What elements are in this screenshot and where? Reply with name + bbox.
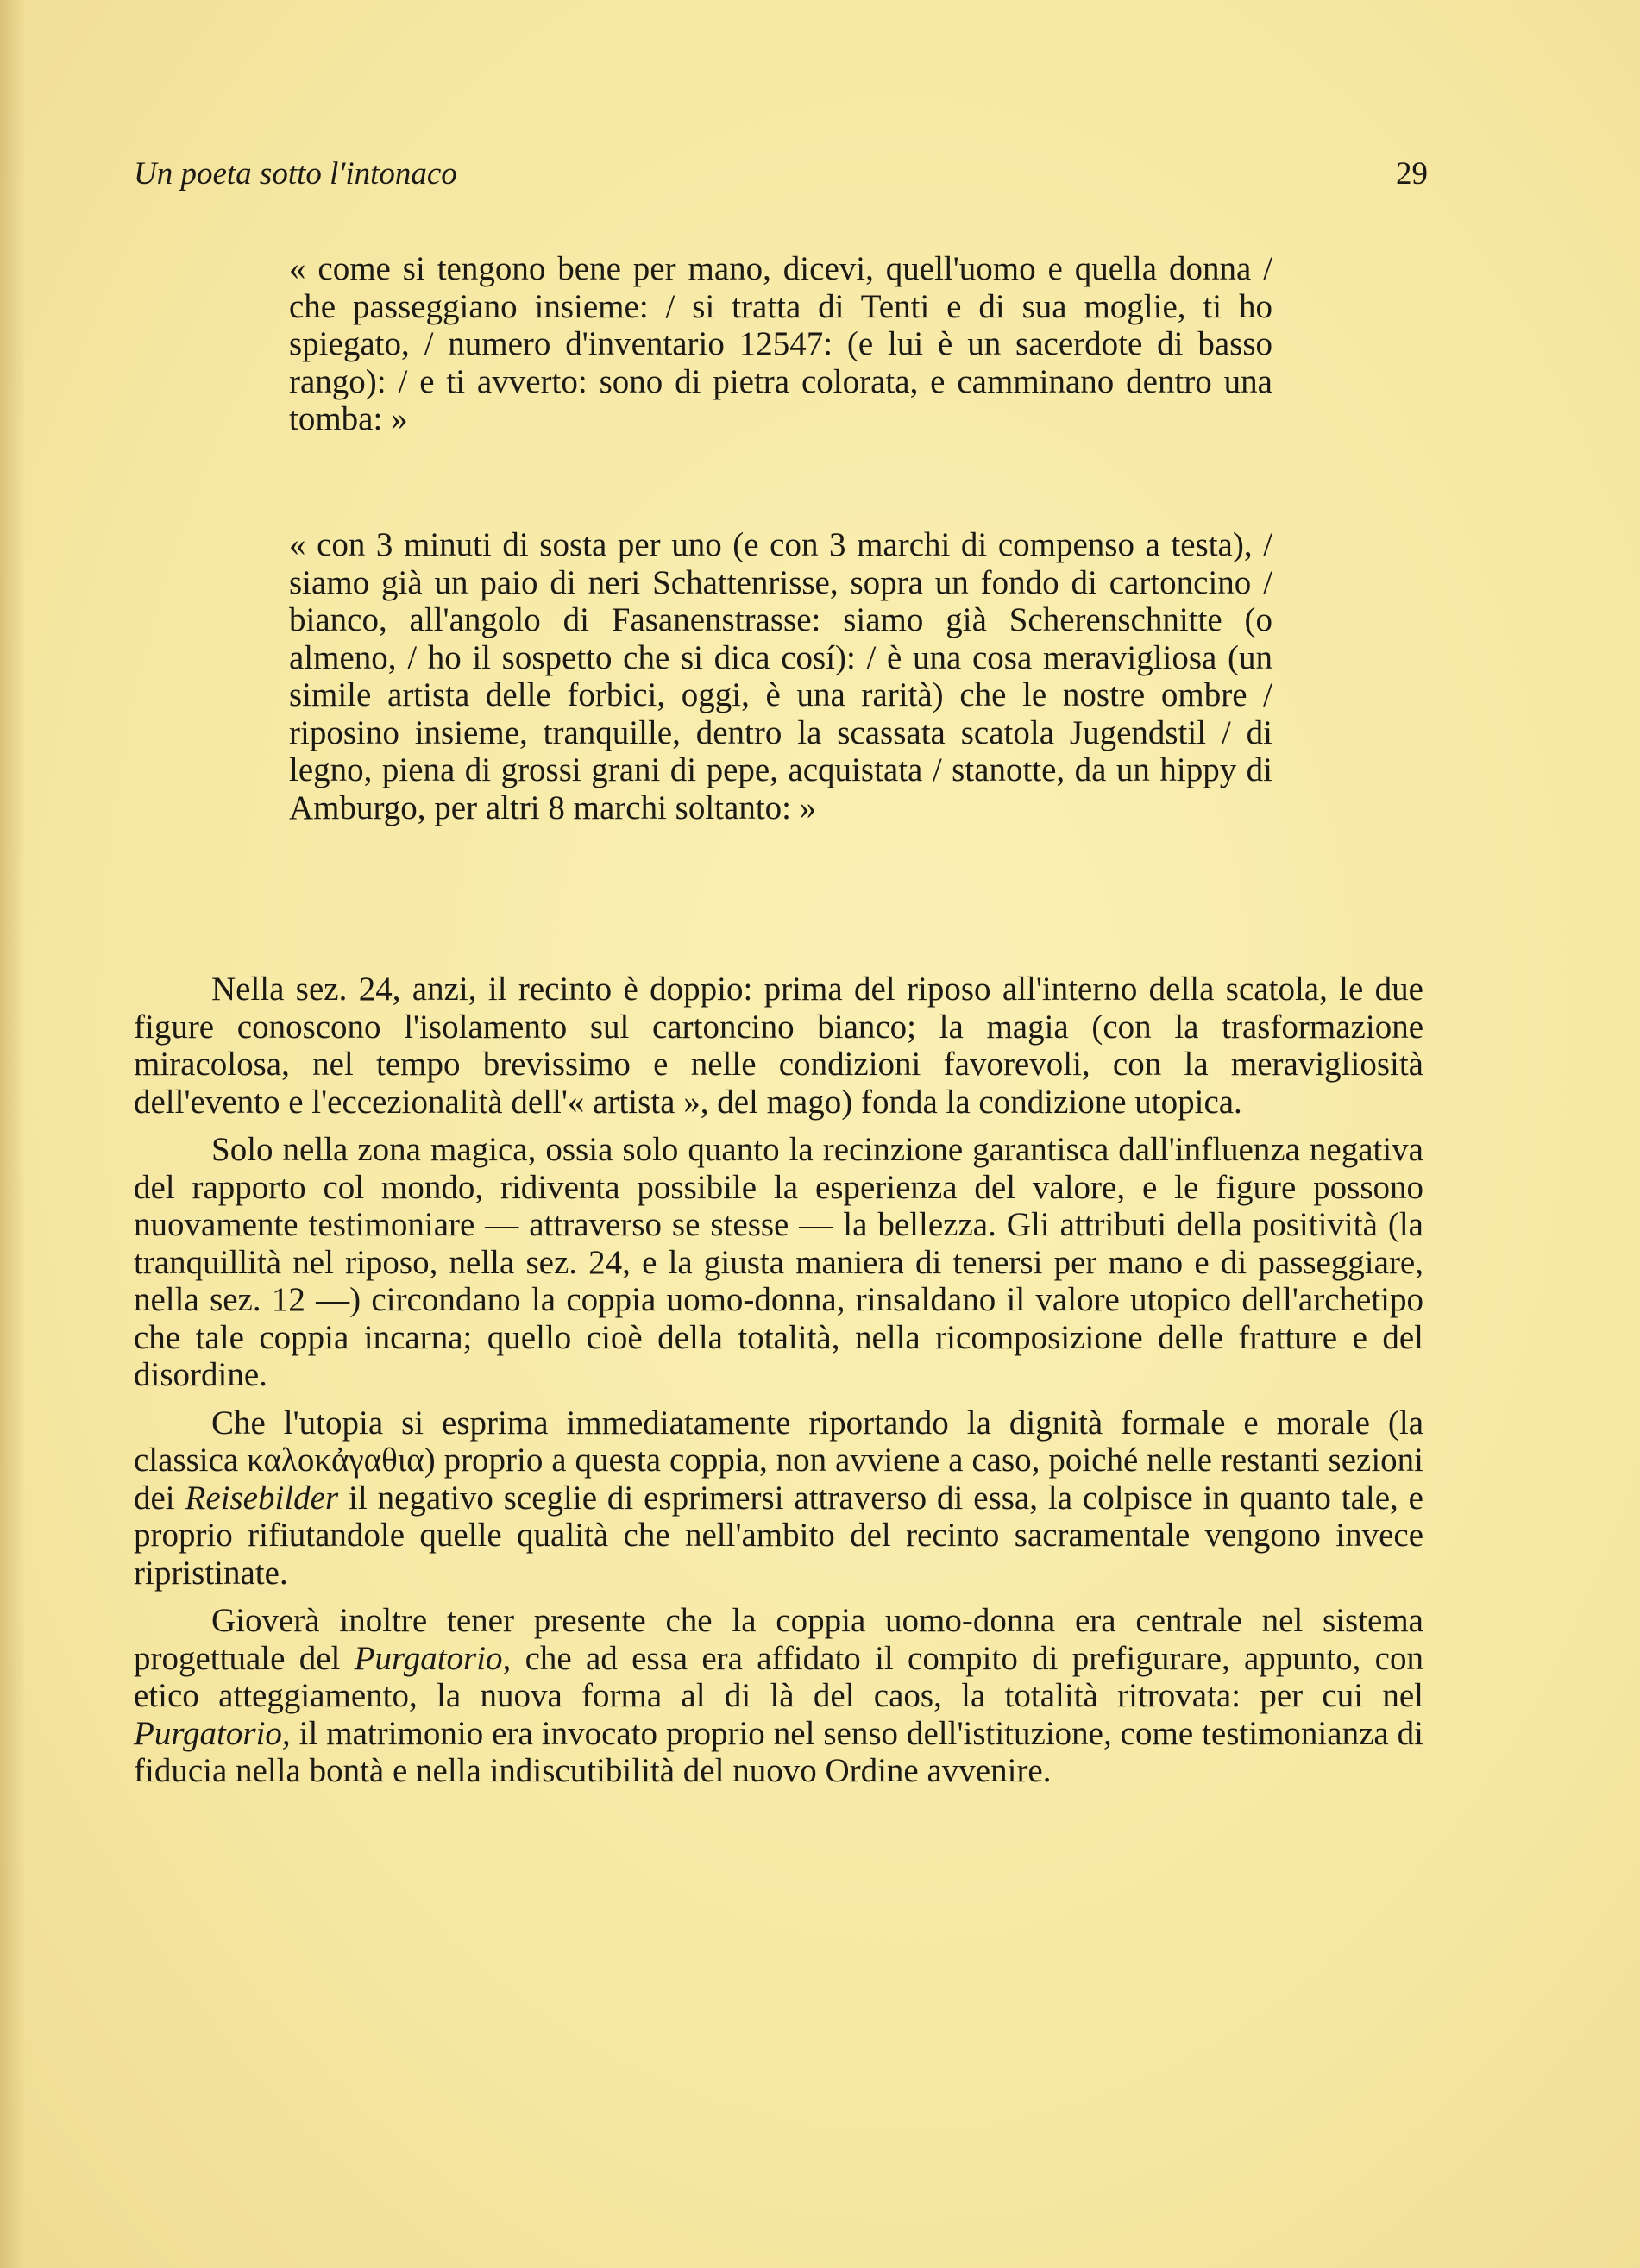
quote-paragraph: « come si tengono bene per mano, dicevi, quell'uomo e quella donna / che passeggiano insieme: / si tratta di Tenti e di sua moglie, ti ho spiegato, / numero d'inventario 12547: (e lui è un sacerdote di basso rango): / e ti avverto: sono di pietra colorata, e camminano dentro una tomba: »: [289, 250, 1272, 437]
quote-paragraph: « con 3 minuti di sosta per uno (e con 3 marchi di compenso a testa), / siamo già un paio di neri Schattenrisse, sopra un fondo di cartoncino / bianco, all'angolo di Fasanenstrasse: siamo già Scherenschnitte (o almeno, / ho il sospetto che si dica cosí): / è una cosa meravigliosa (un simile artista delle forbici, oggi, è una rarità) che le nostre ombre / riposino insieme, tranquille, dentro la scassata scatola Jugendstil / di legno, piena di grossi grani di pepe, acquistata / stanotte, da un hippy di Amburgo, per altri 8 marchi soltanto: »: [289, 526, 1272, 826]
italic-title-purgatorio-1: Purgatorio,: [354, 1639, 512, 1677]
paragraph-3: [134, 1404, 1423, 1593]
greek-term: καλοκἀγαθια: [247, 1442, 424, 1479]
italic-title-purgatorio-2: Purgatorio,: [134, 1714, 291, 1752]
paragraph-3-text-c: il negativo sceglie di esprimersi attraverso di essa, la colpisce in quanto tale, e proprio rifiutandole quelle qualità che nell'ambito del recinto sacramentale vengono invece ripristinate.: [134, 1479, 1423, 1592]
paragraph-4-text-a: Gioverà inoltre tener presente che la coppia uomo-donna era centrale nel sistema progettuale del: [134, 1602, 1423, 1677]
paragraph-3-text-b: ) proprio a questa coppia, non avviene a caso, poiché nelle restanti sezioni dei: [134, 1442, 1424, 1517]
paragraph-3-text-a: Che l'utopia si esprima immediatamente riportando la dignità formale e morale (la classica: [134, 1404, 1423, 1479]
paragraph-4-text-b: che ad essa era affidato il compito di prefigurare, appunto, con etico atteggiamento, la nuova forma al di là del caos, la totalità ritrovata: per cui nel: [134, 1639, 1423, 1714]
paragraph-4-text-c: il matrimonio era invocato proprio nel senso dell'istituzione, come testimonianza di fiducia nella bontà e nella indiscutibilità del nuovo Ordine avvenire.: [134, 1714, 1423, 1789]
page-edge-shadow: [0, 0, 26, 2268]
body-text: [134, 971, 1423, 1790]
quote-block-1: [289, 250, 1272, 438]
running-head-title: Un poeta sotto l'intonaco: [134, 156, 457, 192]
page-number: 29: [1396, 156, 1428, 192]
italic-title-reisebilder: Reisebilder: [185, 1479, 339, 1517]
quote-block-2: [289, 526, 1272, 826]
paragraph-2: Solo nella zona magica, ossia solo quanto la recinzione garantisca dall'influenza negativa del rapporto col mondo, ridiventa possibile la esperienza del valore, e le figure possono nuovamente testimoniare — attraverso se stesse — la bellezza. Gli attributi della positività (la tranquillità nel riposo, nella sez. 24, e la giusta maniera di tenersi per mano e di passeggiare, nella sez. 12 —) circondano la coppia uomo-donna, rinsaldano il valore utopico dell'archetipo che tale coppia incarna; quello cioè della totalità, nella ricomposizione delle fratture e del disordine.: [134, 1131, 1423, 1393]
paragraph-4: [134, 1602, 1423, 1790]
running-head: [134, 155, 1428, 198]
paragraph-1: Nella sez. 24, anzi, il recinto è doppio: prima del riposo all'interno della scatola, le due figure conoscono l'isolamento sul cartoncino bianco; la magia (con la trasformazione miracolosa, nel tempo brevissimo e nelle condizioni favorevoli, con la meravigliosità dell'evento e l'eccezionalità dell'« artista », del mago) fonda la condizione utopica.: [134, 971, 1423, 1121]
